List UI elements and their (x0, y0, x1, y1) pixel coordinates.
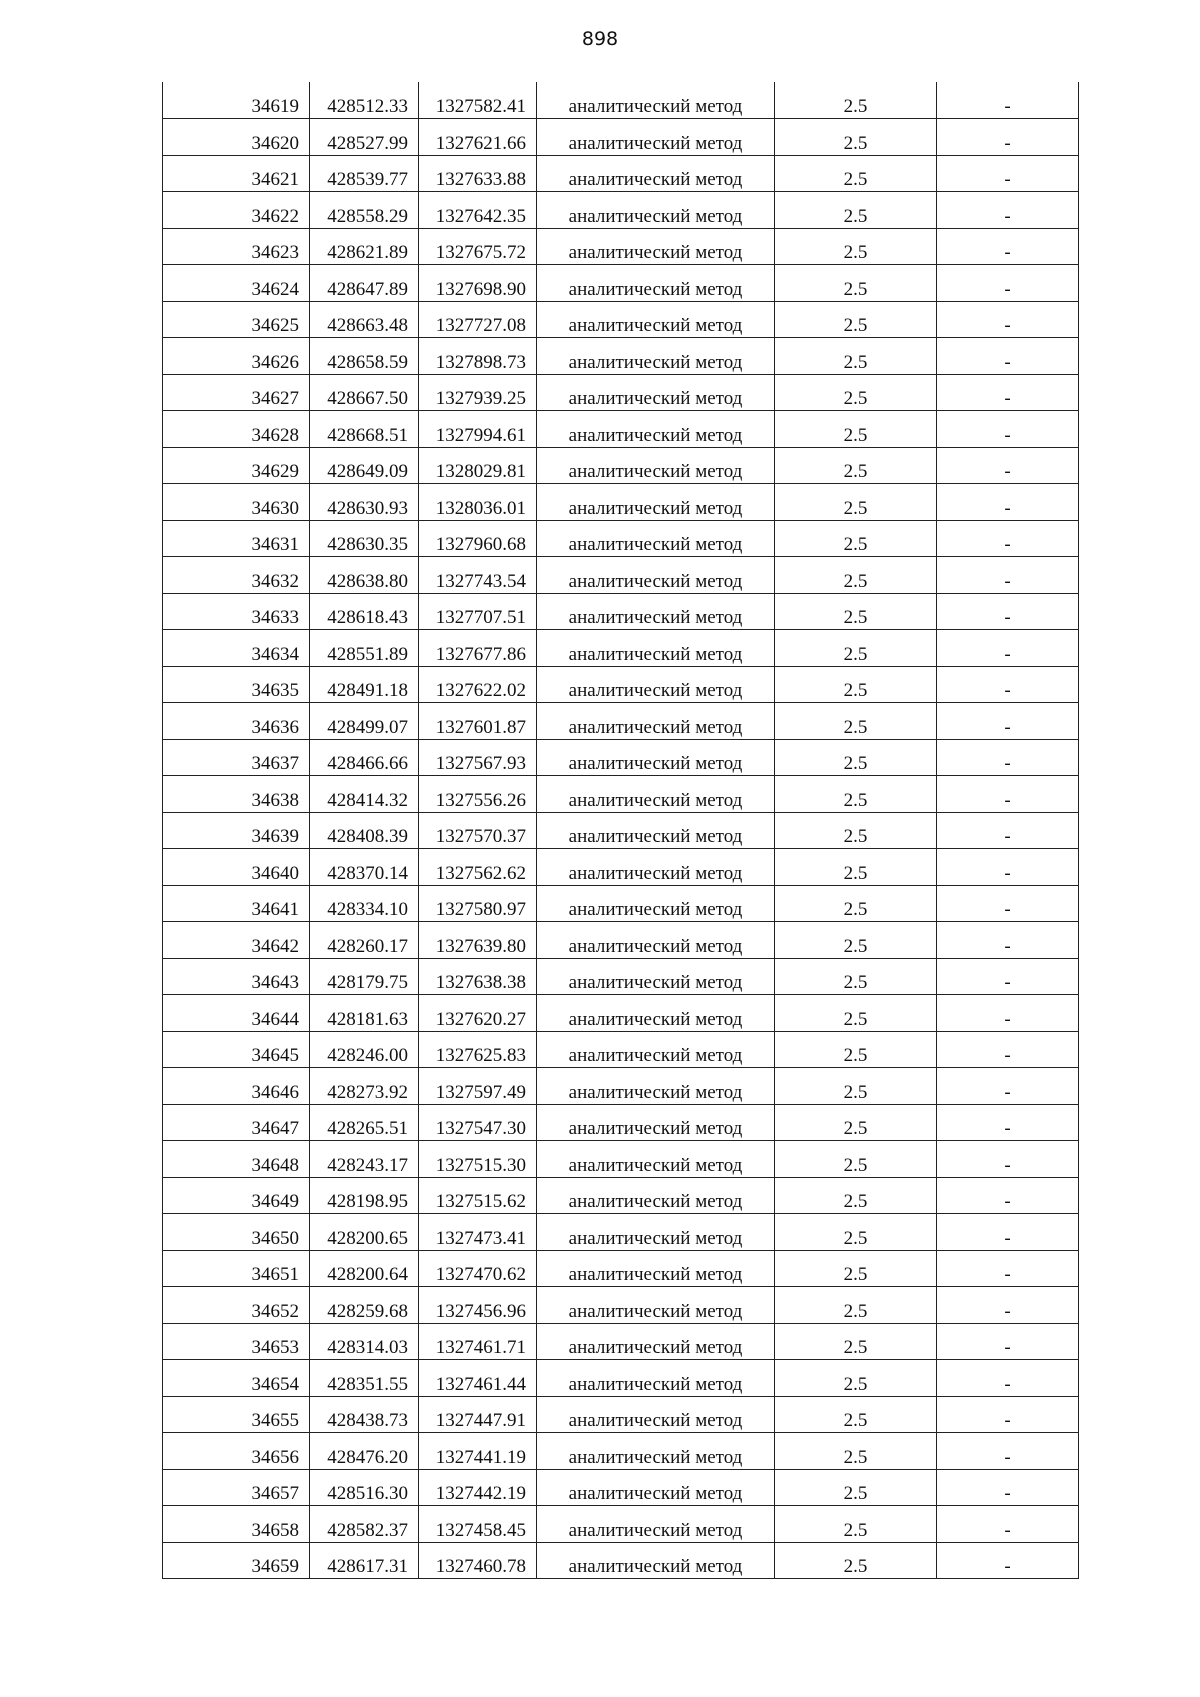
point-number-cell: 34631 (163, 520, 310, 557)
accuracy-cell: 2.5 (775, 1141, 937, 1178)
table-row (163, 849, 1079, 886)
method-cell: аналитический метод (537, 155, 775, 192)
table-row (163, 411, 1079, 448)
x-coordinate-cell: 428246.00 (310, 1031, 419, 1068)
y-coordinate-cell: 1327580.97 (419, 885, 537, 922)
table-row (163, 922, 1079, 959)
note-cell: - (937, 1031, 1079, 1068)
x-coordinate-cell: 428539.77 (310, 155, 419, 192)
x-coordinate-cell: 428582.37 (310, 1506, 419, 1543)
y-coordinate-cell: 1327633.88 (419, 155, 537, 192)
table-row (163, 374, 1079, 411)
y-coordinate-cell: 1328029.81 (419, 447, 537, 484)
point-number-cell: 34652 (163, 1287, 310, 1324)
y-coordinate-cell: 1327515.62 (419, 1177, 537, 1214)
accuracy-cell: 2.5 (775, 119, 937, 156)
table-row (163, 301, 1079, 338)
table-row (163, 776, 1079, 813)
page-number: 898 (581, 28, 619, 50)
note-cell: - (937, 411, 1079, 448)
note-cell: - (937, 776, 1079, 813)
x-coordinate-cell: 428259.68 (310, 1287, 419, 1324)
note-cell: - (937, 1177, 1079, 1214)
accuracy-cell: 2.5 (775, 1287, 937, 1324)
point-number-cell: 34627 (163, 374, 310, 411)
table-row (163, 1214, 1079, 1251)
table-row (163, 1287, 1079, 1324)
note-cell: - (937, 1068, 1079, 1105)
y-coordinate-cell: 1327442.19 (419, 1469, 537, 1506)
point-number-cell: 34656 (163, 1433, 310, 1470)
table-row (163, 958, 1079, 995)
method-cell: аналитический метод (537, 703, 775, 740)
accuracy-cell: 2.5 (775, 82, 937, 119)
note-cell: - (937, 1469, 1079, 1506)
y-coordinate-cell: 1327707.51 (419, 593, 537, 630)
note-cell: - (937, 484, 1079, 521)
note-cell: - (937, 995, 1079, 1032)
note-cell: - (937, 1141, 1079, 1178)
x-coordinate-cell: 428621.89 (310, 228, 419, 265)
method-cell: аналитический метод (537, 374, 775, 411)
method-cell: аналитический метод (537, 1323, 775, 1360)
method-cell: аналитический метод (537, 119, 775, 156)
x-coordinate-cell: 428476.20 (310, 1433, 419, 1470)
x-coordinate-cell: 428414.32 (310, 776, 419, 813)
note-cell: - (937, 739, 1079, 776)
note-cell: - (937, 703, 1079, 740)
accuracy-cell: 2.5 (775, 228, 937, 265)
x-coordinate-cell: 428466.66 (310, 739, 419, 776)
accuracy-cell: 2.5 (775, 447, 937, 484)
point-number-cell: 34622 (163, 192, 310, 229)
x-coordinate-cell: 428200.65 (310, 1214, 419, 1251)
method-cell: аналитический метод (537, 1360, 775, 1397)
accuracy-cell: 2.5 (775, 958, 937, 995)
point-number-cell: 34635 (163, 666, 310, 703)
y-coordinate-cell: 1328036.01 (419, 484, 537, 521)
method-cell: аналитический метод (537, 1177, 775, 1214)
method-cell: аналитический метод (537, 301, 775, 338)
y-coordinate-cell: 1327994.61 (419, 411, 537, 448)
table-row (163, 1396, 1079, 1433)
note-cell: - (937, 1360, 1079, 1397)
x-coordinate-cell: 428499.07 (310, 703, 419, 740)
table-row (163, 885, 1079, 922)
note-cell: - (937, 630, 1079, 667)
method-cell: аналитический метод (537, 1396, 775, 1433)
note-cell: - (937, 1287, 1079, 1324)
table-row (163, 1506, 1079, 1543)
point-number-cell: 34629 (163, 447, 310, 484)
y-coordinate-cell: 1327638.38 (419, 958, 537, 995)
accuracy-cell: 2.5 (775, 1250, 937, 1287)
method-cell: аналитический метод (537, 885, 775, 922)
note-cell: - (937, 447, 1079, 484)
accuracy-cell: 2.5 (775, 922, 937, 959)
method-cell: аналитический метод (537, 1250, 775, 1287)
accuracy-cell: 2.5 (775, 155, 937, 192)
point-number-cell: 34658 (163, 1506, 310, 1543)
table-row (163, 192, 1079, 229)
accuracy-cell: 2.5 (775, 666, 937, 703)
table-body (163, 82, 1079, 1579)
y-coordinate-cell: 1327515.30 (419, 1141, 537, 1178)
x-coordinate-cell: 428179.75 (310, 958, 419, 995)
accuracy-cell: 2.5 (775, 557, 937, 594)
method-cell: аналитический метод (537, 557, 775, 594)
method-cell: аналитический метод (537, 1469, 775, 1506)
x-coordinate-cell: 428408.39 (310, 812, 419, 849)
method-cell: аналитический метод (537, 666, 775, 703)
table-row (163, 995, 1079, 1032)
note-cell: - (937, 520, 1079, 557)
accuracy-cell: 2.5 (775, 265, 937, 302)
note-cell: - (937, 374, 1079, 411)
accuracy-cell: 2.5 (775, 411, 937, 448)
accuracy-cell: 2.5 (775, 593, 937, 630)
method-cell: аналитический метод (537, 812, 775, 849)
x-coordinate-cell: 428527.99 (310, 119, 419, 156)
accuracy-cell: 2.5 (775, 1177, 937, 1214)
note-cell: - (937, 849, 1079, 886)
point-number-cell: 34620 (163, 119, 310, 156)
y-coordinate-cell: 1327898.73 (419, 338, 537, 375)
method-cell: аналитический метод (537, 922, 775, 959)
y-coordinate-cell: 1327625.83 (419, 1031, 537, 1068)
point-number-cell: 34655 (163, 1396, 310, 1433)
point-number-cell: 34619 (163, 82, 310, 119)
method-cell: аналитический метод (537, 1214, 775, 1251)
method-cell: аналитический метод (537, 192, 775, 229)
method-cell: аналитический метод (537, 593, 775, 630)
point-number-cell: 34641 (163, 885, 310, 922)
table-row (163, 1433, 1079, 1470)
table-row (163, 265, 1079, 302)
method-cell: аналитический метод (537, 1104, 775, 1141)
table-row (163, 82, 1079, 119)
note-cell: - (937, 228, 1079, 265)
x-coordinate-cell: 428558.29 (310, 192, 419, 229)
note-cell: - (937, 1433, 1079, 1470)
accuracy-cell: 2.5 (775, 703, 937, 740)
method-cell: аналитический метод (537, 484, 775, 521)
accuracy-cell: 2.5 (775, 1542, 937, 1579)
y-coordinate-cell: 1327447.91 (419, 1396, 537, 1433)
accuracy-cell: 2.5 (775, 885, 937, 922)
x-coordinate-cell: 428512.33 (310, 82, 419, 119)
method-cell: аналитический метод (537, 82, 775, 119)
note-cell: - (937, 338, 1079, 375)
table-row (163, 484, 1079, 521)
accuracy-cell: 2.5 (775, 1396, 937, 1433)
point-number-cell: 34639 (163, 812, 310, 849)
x-coordinate-cell: 428370.14 (310, 849, 419, 886)
point-number-cell: 34638 (163, 776, 310, 813)
table-row (163, 557, 1079, 594)
point-number-cell: 34649 (163, 1177, 310, 1214)
accuracy-cell: 2.5 (775, 1323, 937, 1360)
y-coordinate-cell: 1327597.49 (419, 1068, 537, 1105)
note-cell: - (937, 557, 1079, 594)
x-coordinate-cell: 428243.17 (310, 1141, 419, 1178)
table-row (163, 338, 1079, 375)
y-coordinate-cell: 1327601.87 (419, 703, 537, 740)
accuracy-cell: 2.5 (775, 630, 937, 667)
note-cell: - (937, 812, 1079, 849)
point-number-cell: 34644 (163, 995, 310, 1032)
y-coordinate-cell: 1327458.45 (419, 1506, 537, 1543)
point-number-cell: 34643 (163, 958, 310, 995)
table-row (163, 228, 1079, 265)
table-row (163, 1177, 1079, 1214)
table-row (163, 447, 1079, 484)
method-cell: аналитический метод (537, 1141, 775, 1178)
table-row (163, 703, 1079, 740)
note-cell: - (937, 192, 1079, 229)
table-row (163, 155, 1079, 192)
coordinates-table (162, 82, 1079, 1579)
note-cell: - (937, 1104, 1079, 1141)
point-number-cell: 34630 (163, 484, 310, 521)
table-row (163, 1250, 1079, 1287)
y-coordinate-cell: 1327461.71 (419, 1323, 537, 1360)
accuracy-cell: 2.5 (775, 1068, 937, 1105)
accuracy-cell: 2.5 (775, 1506, 937, 1543)
y-coordinate-cell: 1327461.44 (419, 1360, 537, 1397)
x-coordinate-cell: 428438.73 (310, 1396, 419, 1433)
method-cell: аналитический метод (537, 958, 775, 995)
method-cell: аналитический метод (537, 228, 775, 265)
method-cell: аналитический метод (537, 995, 775, 1032)
y-coordinate-cell: 1327698.90 (419, 265, 537, 302)
point-number-cell: 34647 (163, 1104, 310, 1141)
x-coordinate-cell: 428265.51 (310, 1104, 419, 1141)
accuracy-cell: 2.5 (775, 739, 937, 776)
y-coordinate-cell: 1327743.54 (419, 557, 537, 594)
y-coordinate-cell: 1327939.25 (419, 374, 537, 411)
point-number-cell: 34637 (163, 739, 310, 776)
method-cell: аналитический метод (537, 520, 775, 557)
y-coordinate-cell: 1327441.19 (419, 1433, 537, 1470)
y-coordinate-cell: 1327639.80 (419, 922, 537, 959)
accuracy-cell: 2.5 (775, 484, 937, 521)
y-coordinate-cell: 1327582.41 (419, 82, 537, 119)
y-coordinate-cell: 1327562.62 (419, 849, 537, 886)
note-cell: - (937, 155, 1079, 192)
point-number-cell: 34623 (163, 228, 310, 265)
x-coordinate-cell: 428273.92 (310, 1068, 419, 1105)
x-coordinate-cell: 428260.17 (310, 922, 419, 959)
accuracy-cell: 2.5 (775, 374, 937, 411)
note-cell: - (937, 301, 1079, 338)
point-number-cell: 34645 (163, 1031, 310, 1068)
x-coordinate-cell: 428334.10 (310, 885, 419, 922)
method-cell: аналитический метод (537, 630, 775, 667)
point-number-cell: 34646 (163, 1068, 310, 1105)
accuracy-cell: 2.5 (775, 1214, 937, 1251)
table-row (163, 666, 1079, 703)
y-coordinate-cell: 1327456.96 (419, 1287, 537, 1324)
y-coordinate-cell: 1327470.62 (419, 1250, 537, 1287)
method-cell: аналитический метод (537, 1542, 775, 1579)
table-row (163, 119, 1079, 156)
note-cell: - (937, 1396, 1079, 1433)
x-coordinate-cell: 428668.51 (310, 411, 419, 448)
point-number-cell: 34634 (163, 630, 310, 667)
note-cell: - (937, 1506, 1079, 1543)
table-row (163, 1104, 1079, 1141)
table-row (163, 812, 1079, 849)
x-coordinate-cell: 428181.63 (310, 995, 419, 1032)
point-number-cell: 34625 (163, 301, 310, 338)
point-number-cell: 34651 (163, 1250, 310, 1287)
table-row (163, 520, 1079, 557)
y-coordinate-cell: 1327620.27 (419, 995, 537, 1032)
point-number-cell: 34654 (163, 1360, 310, 1397)
y-coordinate-cell: 1327677.86 (419, 630, 537, 667)
accuracy-cell: 2.5 (775, 1469, 937, 1506)
note-cell: - (937, 1323, 1079, 1360)
accuracy-cell: 2.5 (775, 1433, 937, 1470)
table-row (163, 1031, 1079, 1068)
y-coordinate-cell: 1327675.72 (419, 228, 537, 265)
x-coordinate-cell: 428647.89 (310, 265, 419, 302)
note-cell: - (937, 82, 1079, 119)
method-cell: аналитический метод (537, 1068, 775, 1105)
table-row (163, 630, 1079, 667)
table-row (163, 1469, 1079, 1506)
y-coordinate-cell: 1327642.35 (419, 192, 537, 229)
table-row (163, 1323, 1079, 1360)
point-number-cell: 34650 (163, 1214, 310, 1251)
note-cell: - (937, 265, 1079, 302)
method-cell: аналитический метод (537, 411, 775, 448)
x-coordinate-cell: 428516.30 (310, 1469, 419, 1506)
table-row (163, 1360, 1079, 1397)
method-cell: аналитический метод (537, 447, 775, 484)
x-coordinate-cell: 428667.50 (310, 374, 419, 411)
point-number-cell: 34628 (163, 411, 310, 448)
method-cell: аналитический метод (537, 739, 775, 776)
table-row (163, 593, 1079, 630)
x-coordinate-cell: 428630.35 (310, 520, 419, 557)
point-number-cell: 34640 (163, 849, 310, 886)
x-coordinate-cell: 428351.55 (310, 1360, 419, 1397)
note-cell: - (937, 666, 1079, 703)
point-number-cell: 34657 (163, 1469, 310, 1506)
x-coordinate-cell: 428198.95 (310, 1177, 419, 1214)
note-cell: - (937, 922, 1079, 959)
point-number-cell: 34642 (163, 922, 310, 959)
y-coordinate-cell: 1327622.02 (419, 666, 537, 703)
y-coordinate-cell: 1327567.93 (419, 739, 537, 776)
point-number-cell: 34636 (163, 703, 310, 740)
note-cell: - (937, 958, 1079, 995)
x-coordinate-cell: 428663.48 (310, 301, 419, 338)
x-coordinate-cell: 428638.80 (310, 557, 419, 594)
point-number-cell: 34626 (163, 338, 310, 375)
method-cell: аналитический метод (537, 1433, 775, 1470)
note-cell: - (937, 885, 1079, 922)
y-coordinate-cell: 1327473.41 (419, 1214, 537, 1251)
x-coordinate-cell: 428551.89 (310, 630, 419, 667)
note-cell: - (937, 1250, 1079, 1287)
x-coordinate-cell: 428491.18 (310, 666, 419, 703)
y-coordinate-cell: 1327960.68 (419, 520, 537, 557)
method-cell: аналитический метод (537, 849, 775, 886)
accuracy-cell: 2.5 (775, 776, 937, 813)
y-coordinate-cell: 1327556.26 (419, 776, 537, 813)
point-number-cell: 34659 (163, 1542, 310, 1579)
x-coordinate-cell: 428618.43 (310, 593, 419, 630)
x-coordinate-cell: 428314.03 (310, 1323, 419, 1360)
note-cell: - (937, 593, 1079, 630)
x-coordinate-cell: 428200.64 (310, 1250, 419, 1287)
note-cell: - (937, 1214, 1079, 1251)
method-cell: аналитический метод (537, 338, 775, 375)
method-cell: аналитический метод (537, 1506, 775, 1543)
accuracy-cell: 2.5 (775, 1360, 937, 1397)
accuracy-cell: 2.5 (775, 995, 937, 1032)
y-coordinate-cell: 1327621.66 (419, 119, 537, 156)
point-number-cell: 34653 (163, 1323, 310, 1360)
x-coordinate-cell: 428658.59 (310, 338, 419, 375)
note-cell: - (937, 119, 1079, 156)
point-number-cell: 34624 (163, 265, 310, 302)
table-row (163, 1141, 1079, 1178)
method-cell: аналитический метод (537, 776, 775, 813)
y-coordinate-cell: 1327570.37 (419, 812, 537, 849)
accuracy-cell: 2.5 (775, 338, 937, 375)
table-row (163, 739, 1079, 776)
accuracy-cell: 2.5 (775, 1104, 937, 1141)
note-cell: - (937, 1542, 1079, 1579)
y-coordinate-cell: 1327460.78 (419, 1542, 537, 1579)
point-number-cell: 34621 (163, 155, 310, 192)
x-coordinate-cell: 428649.09 (310, 447, 419, 484)
method-cell: аналитический метод (537, 1031, 775, 1068)
table-row (163, 1542, 1079, 1579)
method-cell: аналитический метод (537, 265, 775, 302)
accuracy-cell: 2.5 (775, 1031, 937, 1068)
point-number-cell: 34632 (163, 557, 310, 594)
method-cell: аналитический метод (537, 1287, 775, 1324)
x-coordinate-cell: 428630.93 (310, 484, 419, 521)
point-number-cell: 34633 (163, 593, 310, 630)
y-coordinate-cell: 1327547.30 (419, 1104, 537, 1141)
table-row (163, 1068, 1079, 1105)
accuracy-cell: 2.5 (775, 520, 937, 557)
point-number-cell: 34648 (163, 1141, 310, 1178)
x-coordinate-cell: 428617.31 (310, 1542, 419, 1579)
accuracy-cell: 2.5 (775, 812, 937, 849)
accuracy-cell: 2.5 (775, 192, 937, 229)
accuracy-cell: 2.5 (775, 849, 937, 886)
accuracy-cell: 2.5 (775, 301, 937, 338)
y-coordinate-cell: 1327727.08 (419, 301, 537, 338)
